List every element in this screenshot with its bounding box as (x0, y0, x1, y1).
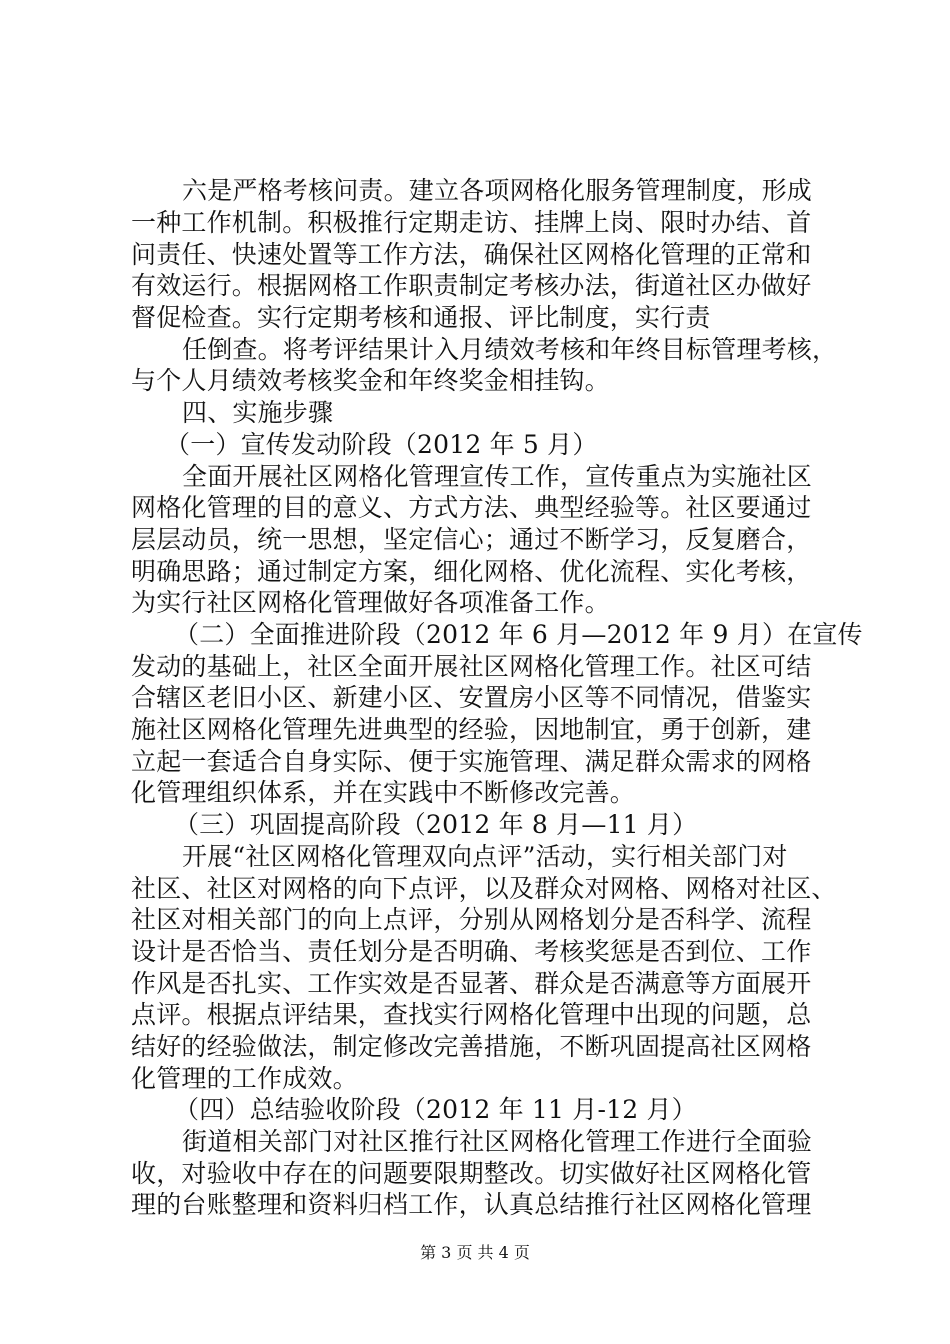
text-line: 督促检查。实行定期考核和通报、评比制度，实行责 (131, 303, 711, 332)
text-line: 明确思路；通过制定方案，细化网格、优化流程、实化考核， (131, 557, 812, 586)
text-line: 层层动员，统一思想，坚定信心；通过不断学习，反复磨合， (131, 525, 812, 554)
section-heading: 四、实施步骤 (182, 398, 334, 427)
text-line: 点评。根据点评结果，查找实行网格化管理中出现的问题，总 (131, 1000, 812, 1029)
text-line: 施社区网格化管理先进典型的经验，因地制宜，勇于创新，建 (131, 715, 812, 744)
text-line: 理的台账整理和资料归档工作，认真总结推行社区网格化管理 (131, 1190, 812, 1219)
text-line: 立起一套适合自身实际、便于实施管理、满足群众需求的网格 (131, 747, 812, 776)
subsection-heading: （四）总结验收阶段（2012 年 11 月-12 月） (174, 1095, 697, 1124)
text-line: 结好的经验做法，制定修改完善措施，不断巩固提高社区网格 (131, 1032, 812, 1061)
text-line: 问责任、快速处置等工作方法，确保社区网格化管理的正常和 (131, 240, 812, 269)
text-line: 任倒查。将考评结果计入月绩效考核和年终目标管理考核， (182, 335, 838, 364)
text-line: 网格化管理的目的意义、方式方法、典型经验等。社区要通过 (131, 493, 812, 522)
text-line: 化管理组织体系，并在实践中不断修改完善。 (131, 778, 636, 807)
subsection-heading: （三）巩固提高阶段（2012 年 8 月—11 月） (174, 810, 698, 839)
text-line: 六是严格考核问责。建立各项网格化服务管理制度，形成 (182, 176, 813, 205)
text-line: 与个人月绩效考核奖金和年终奖金相挂钩。 (131, 366, 610, 395)
page-number: 第 3 页 共 4 页 (420, 1243, 530, 1262)
text-line: 一种工作机制。积极推行定期走访、挂牌上岗、限时办结、首 (131, 208, 812, 237)
subsection-heading: （一）宣传发动阶段（2012 年 5 月） (165, 430, 598, 459)
text-line: 设计是否恰当、责任划分是否明确、考核奖惩是否到位、工作 (131, 937, 812, 966)
text-line: 发动的基础上，社区全面开展社区网格化管理工作。社区可结 (131, 652, 812, 681)
subsection-heading: （二）全面推进阶段（2012 年 6 月—2012 年 9 月）在宣传 (174, 620, 863, 649)
text-line: 化管理的工作成效。 (131, 1064, 358, 1093)
text-line: 社区对相关部门的向上点评，分别从网格划分是否科学、流程 (131, 905, 812, 934)
text-line: 全面开展社区网格化管理宣传工作，宣传重点为实施社区 (182, 462, 813, 491)
text-line: 为实行社区网格化管理做好各项准备工作。 (131, 588, 610, 617)
text-line: 社区、社区对网格的向下点评，以及群众对网格、网格对社区、 (131, 874, 837, 903)
text-line: 开展“社区网格化管理双向点评”活动，实行相关部门对 (182, 842, 788, 871)
text-line: 收，对验收中存在的问题要限期整改。切实做好社区网格化管 (131, 1159, 812, 1188)
text-line: 街道相关部门对社区推行社区网格化管理工作进行全面验 (182, 1127, 813, 1156)
text-line: 作风是否扎实、工作实效是否显著、群众是否满意等方面展开 (131, 969, 812, 998)
text-line: 有效运行。根据网格工作职责制定考核办法，街道社区办做好 (131, 271, 812, 300)
text-line: 合辖区老旧小区、新建小区、安置房小区等不同情况，借鉴实 (131, 683, 812, 712)
